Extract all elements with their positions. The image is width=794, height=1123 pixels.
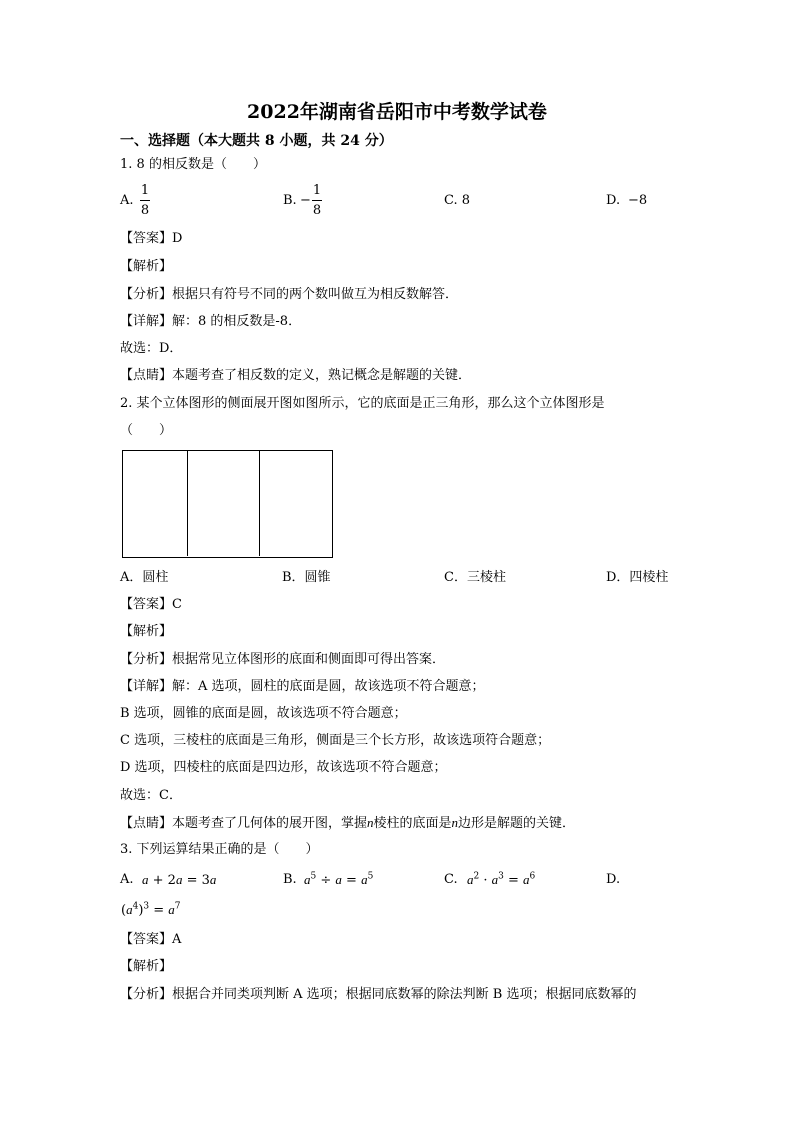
q2-xiangjie: 【详解】解：A 选项，圆柱的底面是圆，故该选项不符合题意； <box>120 679 485 694</box>
q1-answer: 【答案】D <box>120 231 183 246</box>
q3-option-c-expr: $a^2 \cdot a^3 = a^6$ <box>467 871 536 888</box>
q3-answer: 【答案】A <box>120 932 182 947</box>
page-title: 2022年湖南省岳阳市中考数学试卷 <box>247 101 547 123</box>
q2-fenxi: 【分析】根据常见立体图形的底面和侧面即可得出答案． <box>120 652 446 667</box>
q1-analysis: 【解析】 <box>120 259 173 274</box>
net-divider-line <box>259 450 260 556</box>
q2-guxuan: 故选：C． <box>120 788 182 803</box>
q2-dianjing-n1: n <box>367 815 374 830</box>
q2-dianjing <box>120 815 575 832</box>
q3-option-c-label: C. <box>444 872 458 887</box>
q3-option-d-label: D. <box>606 872 621 887</box>
fraction-bar <box>312 200 322 201</box>
section-heading: 一、选择题（本大题共 8 小题，共 24 分） <box>120 133 393 149</box>
q2-dianjing-part1: 【点睛】本题考查了几何体的展开图，掌握 <box>120 816 368 831</box>
q2-option-c: C．三棱柱 <box>444 570 506 585</box>
q1-guxuan: 故选：D． <box>120 341 183 356</box>
q1-b-denominator: 8 <box>312 203 322 218</box>
q3-stem: 3. 下列运算结果正确的是（ ） <box>120 842 319 857</box>
q2-option-a: A．圆柱 <box>120 570 169 585</box>
q1-option-d-value: −8 <box>628 193 648 208</box>
q3-option-b-label: B. <box>283 872 297 887</box>
q2-stem: 2. 某个立体图形的侧面展开图如图所示，它的底面是正三角形，那么这个立体图形是 <box>120 396 605 411</box>
q2-dianjing-part3: 边形是解题的关键． <box>458 816 576 831</box>
q1-option-a-label: A. <box>120 193 134 208</box>
q1-fenxi: 【分析】根据只有符号不同的两个数叫做互为相反数解答． <box>120 287 459 302</box>
q1-option-d-label: D. <box>606 193 621 208</box>
q1-b-numerator: 1 <box>312 183 322 198</box>
net-divider-line <box>187 450 188 556</box>
q1-a-numerator: 1 <box>140 183 150 198</box>
q2-line-d: D 选项，四棱柱的底面是四边形，故该选项不符合题意； <box>120 760 447 775</box>
q1-option-b-label: B. <box>283 193 297 208</box>
q1-a-denominator: 8 <box>140 203 150 218</box>
q3-option-d-expr: $(a^4)^3 = a^7$ <box>121 901 181 918</box>
q3-option-b-expr: $a^5 \div a = a^5$ <box>304 871 374 888</box>
q2-dianjing-part2: 棱柱的底面是 <box>373 816 452 831</box>
q3-option-a-expr: a + 2a = 3a <box>142 872 217 888</box>
q1-stem: 1. 8 的相反数是（ ） <box>120 157 266 172</box>
q1-option-b-fraction <box>312 183 322 218</box>
q1-dianjing: 【点睛】本题考查了相反数的定义，熟记概念是解题的关键． <box>120 368 472 383</box>
q1-xiangjie: 【详解】解：8 的相反数是-8． <box>120 314 302 329</box>
q1-option-a-fraction <box>140 183 150 218</box>
q3-option-a-label: A. <box>120 872 134 887</box>
q3-fenxi: 【分析】根据合并同类项判断 A 选项；根据同底数幂的除法判断 B 选项；根据同底数幂的 <box>120 987 637 1002</box>
unfolded-net-figure <box>122 450 333 558</box>
fraction-bar <box>140 200 150 201</box>
q3-analysis: 【解析】 <box>120 959 173 974</box>
q2-line-b: B 选项，圆锥的底面是圆，故该选项不符合题意； <box>120 706 407 721</box>
q2-option-b: B．圆锥 <box>282 570 331 585</box>
q2-dianjing-n2: n <box>451 815 459 830</box>
q2-paren: （ ） <box>120 423 173 438</box>
q2-answer: 【答案】C <box>120 597 182 612</box>
q1-option-b-sign: − <box>300 193 311 208</box>
q1-option-c: C. 8 <box>444 193 471 208</box>
q2-line-c: C 选项，三棱柱的底面是三角形，侧面是三个长方形，故该选项符合题意； <box>120 733 551 748</box>
q2-option-d: D．四棱柱 <box>606 570 669 585</box>
q2-analysis: 【解析】 <box>120 624 173 639</box>
